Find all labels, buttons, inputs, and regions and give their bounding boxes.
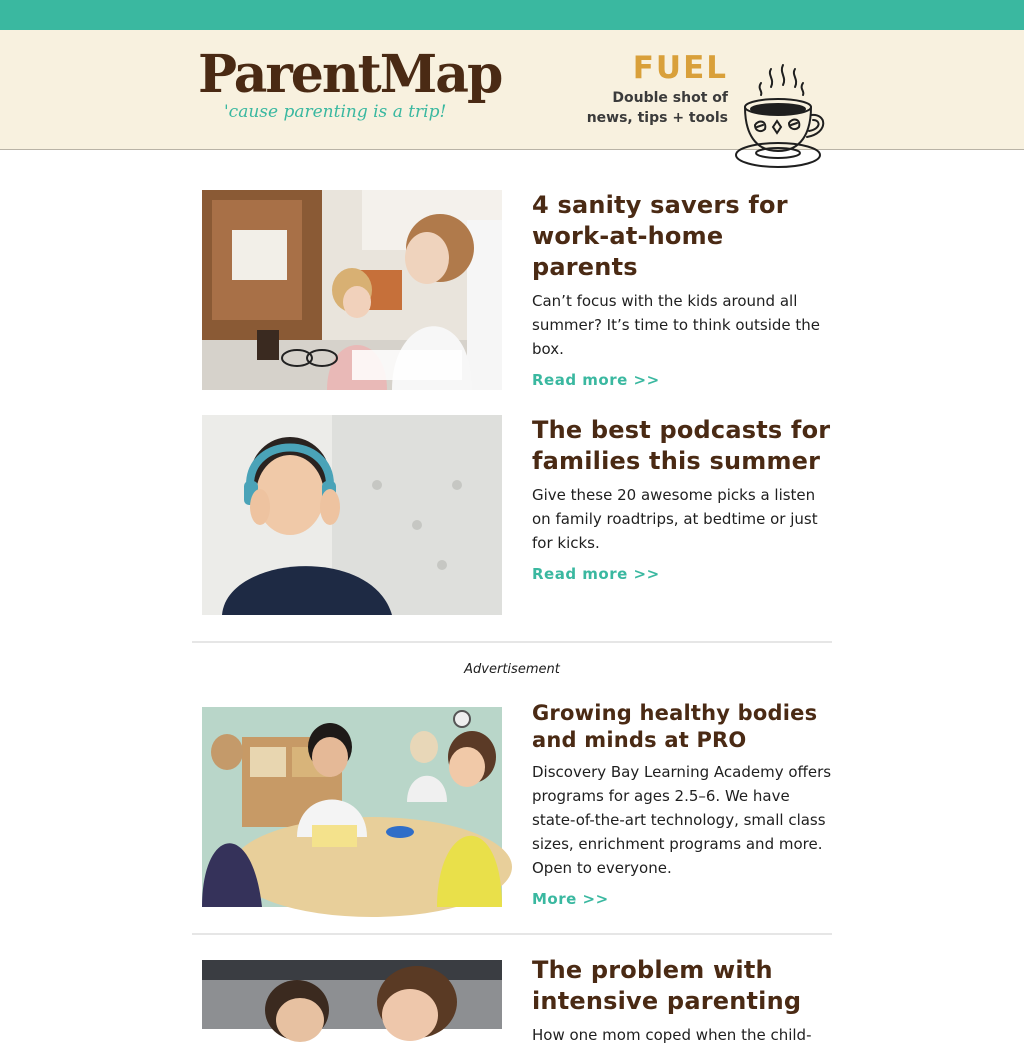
coffee-cup-icon <box>733 63 829 173</box>
article-image-intensive-parenting[interactable] <box>202 960 502 1029</box>
article-title[interactable]: 4 sanity savers for work-at-home parents <box>532 191 788 281</box>
ad-title[interactable]: Growing healthy bodies and minds at PRO <box>532 701 818 752</box>
logo-tagline: 'cause parenting is a trip! <box>224 102 447 122</box>
parentmap-logo[interactable]: ParentMap <box>198 44 502 105</box>
newsletter-header <box>0 30 1024 150</box>
fuel-badge <box>580 48 728 128</box>
article-title[interactable]: The problem with intensive parenting <box>532 956 802 1015</box>
ad-description: Discovery Bay Learning Academy offers programs for ages 2.5–6. We have state-of-the-art technology, small class sizes, enrichment programs and more. Open to everyone. <box>532 763 832 877</box>
top-accent-bar <box>0 0 1024 30</box>
section-divider <box>192 933 832 935</box>
article-description: Can’t focus with the kids around all summer? It’s time to think outside the box. <box>532 292 821 358</box>
fuel-subtitle-line2: news, tips + tools <box>586 110 728 126</box>
article-title[interactable]: The best podcasts for families this summer <box>532 416 831 475</box>
read-more-link[interactable]: Read more >> <box>532 565 660 583</box>
advertisement-label: Advertisement <box>464 662 560 677</box>
fuel-subtitle-line1: Double shot of <box>612 90 728 106</box>
article-description: Give these 20 awesome picks a listen on family roadtrips, at bedtime or just for kicks. <box>532 486 818 552</box>
article-image-podcasts[interactable] <box>202 415 502 615</box>
article-description: How one mom coped when the child- <box>532 1026 812 1044</box>
ad-image-classroom[interactable] <box>202 707 502 907</box>
fuel-title: FUEL <box>632 50 728 86</box>
article-image-work-from-home[interactable] <box>202 190 502 390</box>
section-divider <box>192 641 832 643</box>
ad-more-link[interactable]: More >> <box>532 890 609 908</box>
read-more-link[interactable]: Read more >> <box>532 371 660 389</box>
